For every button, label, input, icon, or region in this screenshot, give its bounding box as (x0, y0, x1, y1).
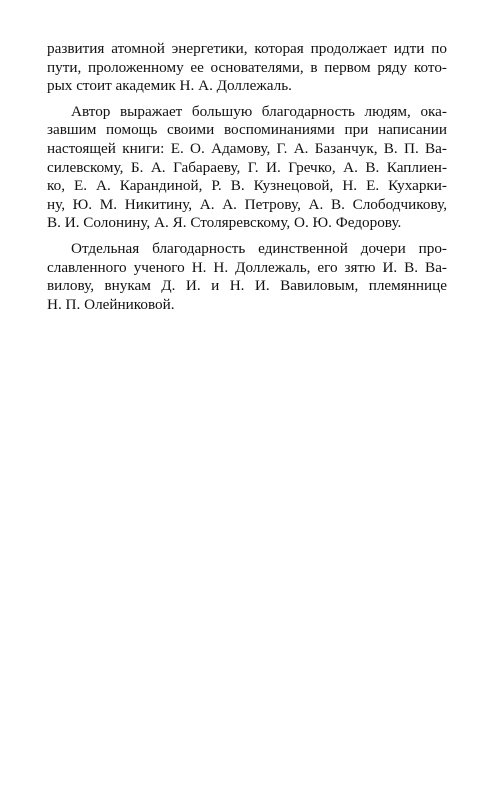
text-line: ко, Е. А. Карандиной, Р. В. Кузнецовой, Н. Е. Кухарки- (47, 177, 447, 195)
paragraph-1 (47, 40, 447, 96)
paragraph-gap (47, 96, 447, 103)
text-line: вилову, внукам Д. И. и Н. И. Вавиловым, племяннице (47, 277, 447, 295)
paragraph-gap (47, 233, 447, 240)
text-line: Н. П. Олейниковой. (47, 295, 175, 313)
text-line: развития атомной энергетики, которая продолжает идти по (47, 40, 447, 57)
text-line: завшим помощь своими воспоминаниями при написании (47, 121, 447, 139)
text-line: силевскому, Б. А. Габараеву, Г. И. Гречко, А. В. Каплиен- (47, 158, 447, 176)
text-line: славленного ученого Н. Н. Доллежаль, его зятю И. В. Ва- (47, 258, 447, 276)
body-text (47, 40, 447, 314)
text-line: настоящей книги: Е. О. Адамову, Г. А. Базанчук, В. П. Ва- (47, 139, 447, 157)
paragraph-3 (47, 240, 447, 314)
text-line: Отдельная благодарность единственной дочери про- (71, 239, 447, 257)
text-line: В. И. Солонину, А. Я. Столяревскому, О. Ю. Федорову. (47, 214, 402, 232)
paragraph-2 (47, 103, 447, 233)
text-line: ну, Ю. М. Никитину, А. А. Петрову, А. В. Слободчикову, (47, 195, 447, 213)
text-line: Автор выражает большую благодарность людям, ока- (71, 102, 447, 120)
text-line: пути, проложенному ее основателями, в первом ряду кото- (47, 58, 447, 76)
text-line: рых стоит академик Н. А. Доллежаль. (47, 77, 292, 95)
